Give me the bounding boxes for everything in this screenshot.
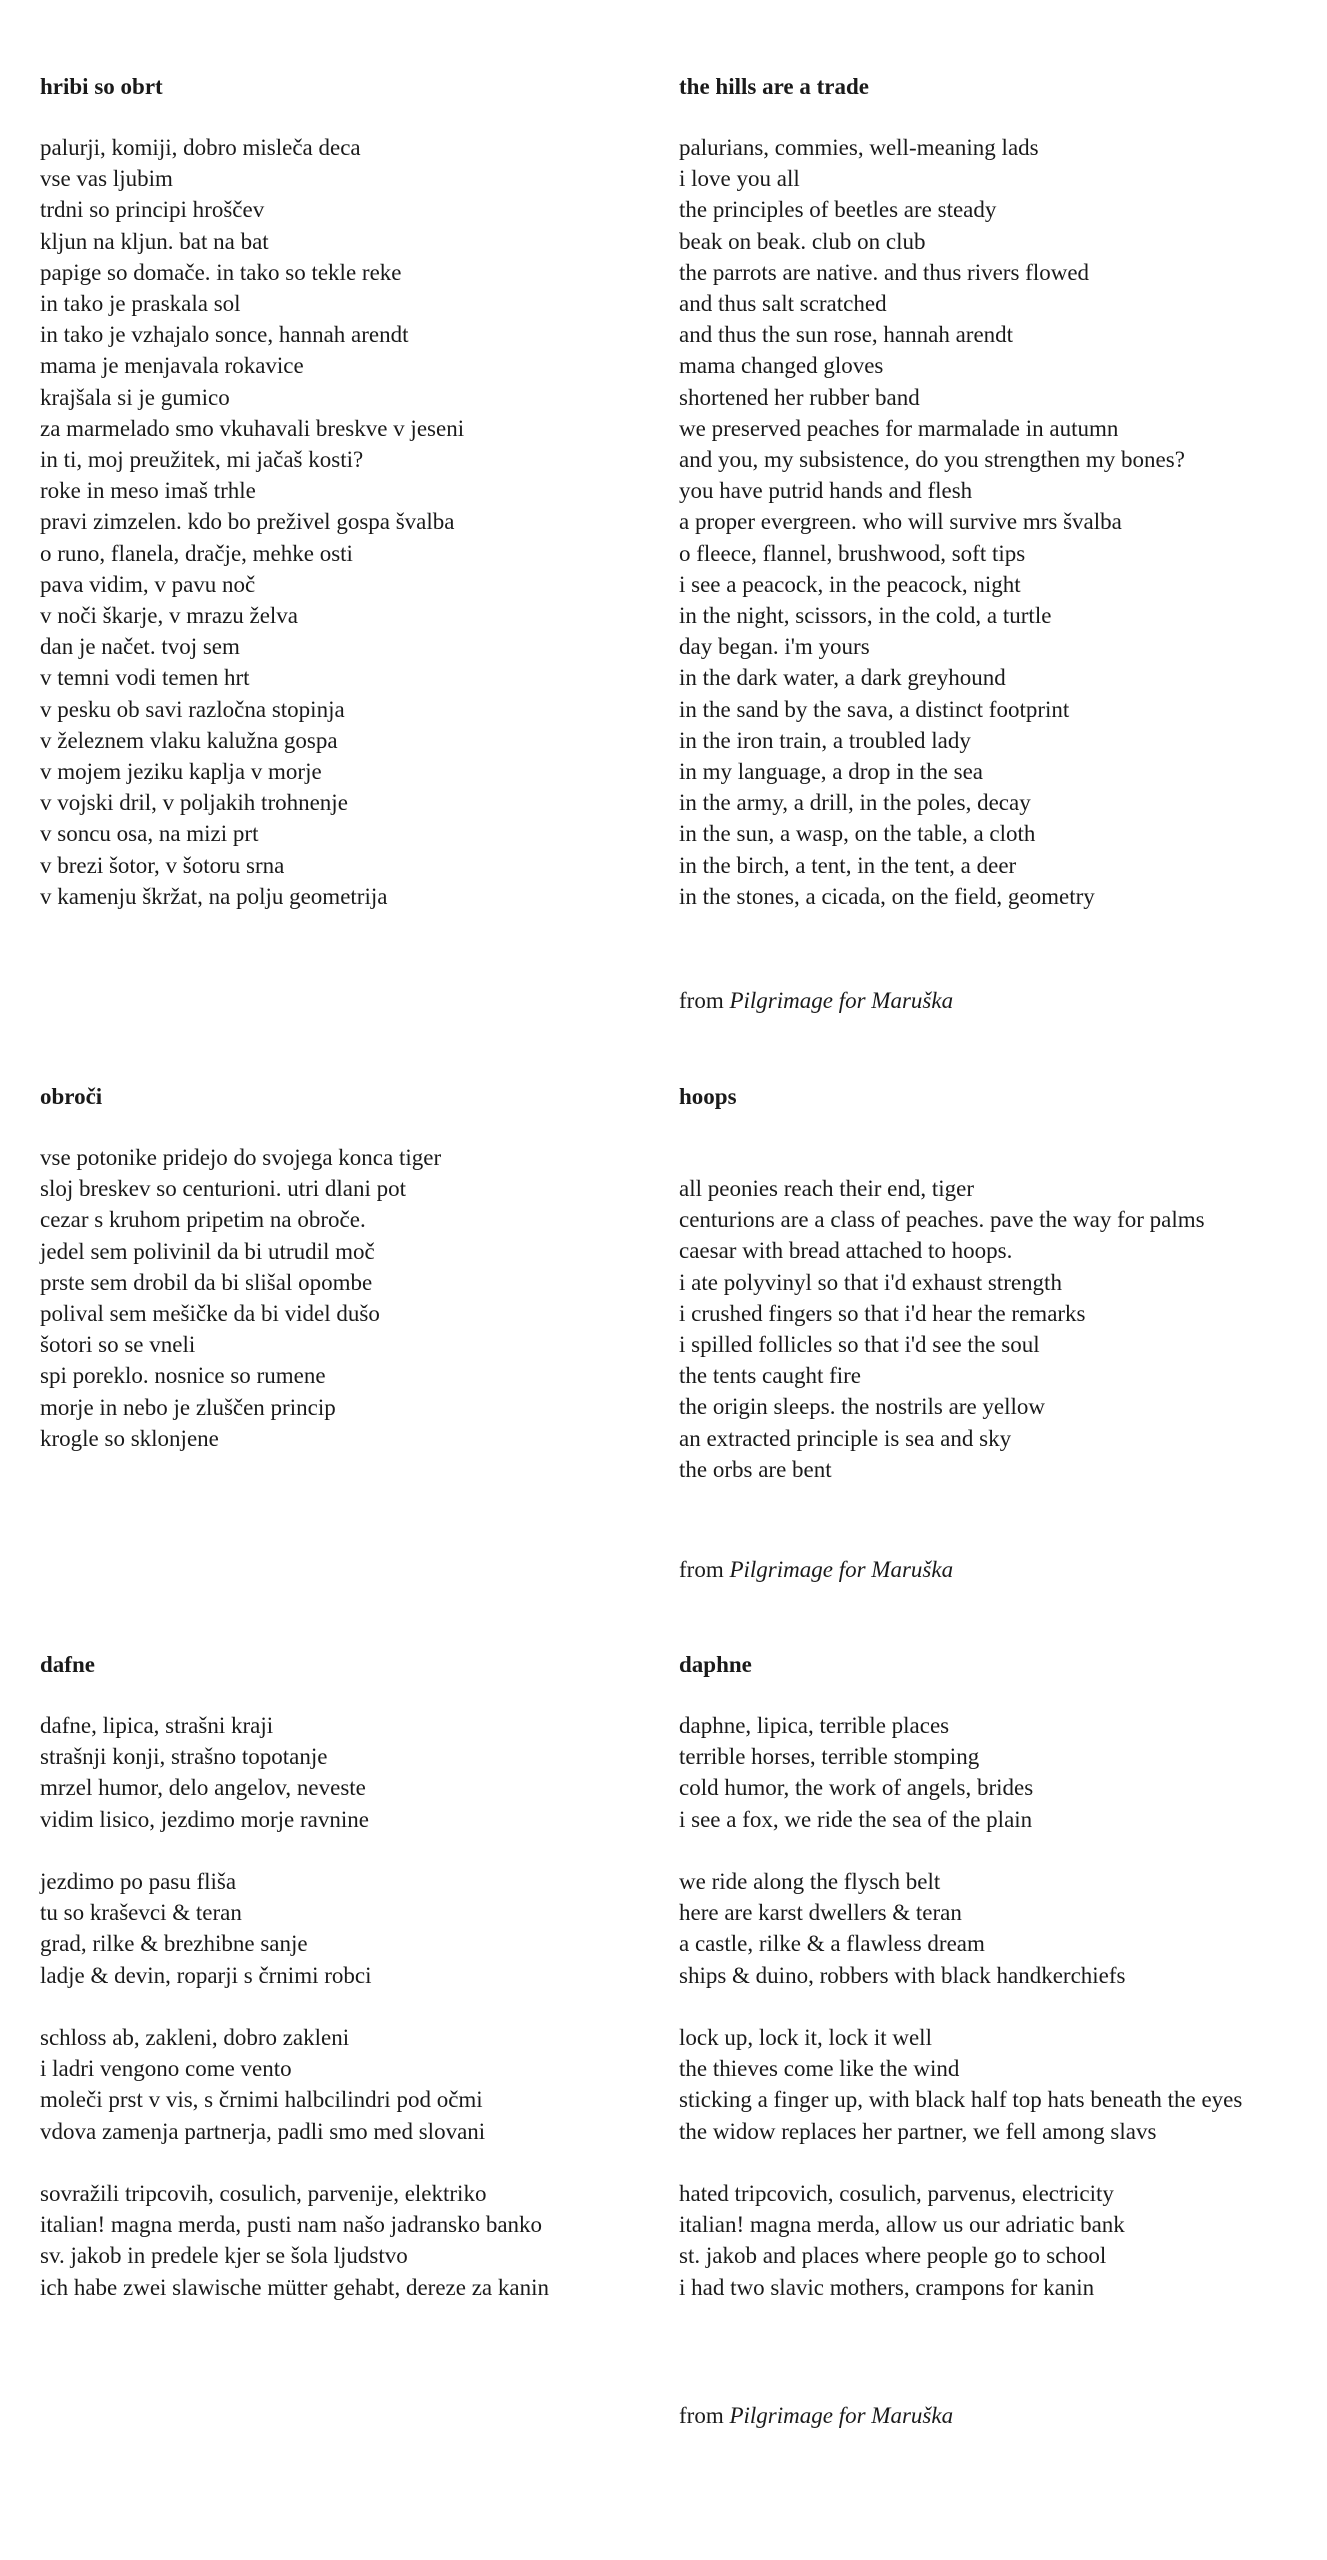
poem-line: in the birch, a tent, in the tent, a deer <box>679 852 1017 878</box>
poem-title: hribi so obrt <box>40 74 163 99</box>
poem-original <box>40 71 680 912</box>
poem-line: the parrots are native. and thus rivers flowed <box>679 259 1090 285</box>
poem-body <box>679 1710 1319 2303</box>
poem-line: in my language, a drop in the sea <box>679 759 984 785</box>
stanza-break <box>40 1835 680 1866</box>
poem-line: sovražili tripcovih, cosulich, parvenije, elektriko <box>40 2181 487 2206</box>
poem-title: hoops <box>679 1084 737 1109</box>
poem-line: in ti, moj preužitek, mi jačaš kosti? <box>40 447 364 473</box>
poem-title: obroči <box>40 1084 103 1109</box>
stanza-break <box>40 2147 680 2178</box>
poem-line: italian! magna merda, allow us our adriatic bank <box>679 2212 1125 2238</box>
poem-line: v brezi šotor, v šotoru srna <box>40 852 285 878</box>
poem-line: dan je načet. tvoj sem <box>40 634 240 660</box>
poem-line: v železnem vlaku kalužna gospa <box>40 727 338 753</box>
poem-line: terrible horses, terrible stomping <box>679 1744 980 1770</box>
poem-stanza <box>679 1173 1319 1485</box>
source-prefix: from <box>679 1557 724 1582</box>
poem-line: vse potonike pridejo do svojega konca tiger <box>40 1145 442 1170</box>
poem-stanza <box>679 1866 1319 1991</box>
poem-line: i see a peacock, in the peacock, night <box>679 571 1021 597</box>
poem-line: an extracted principle is sea and sky <box>679 1425 1012 1451</box>
source-book-title: Pilgrimage for Maruška <box>729 988 954 1013</box>
poem-line: vse vas ljubim <box>40 166 173 192</box>
poem-line: v noči škarje, v mrazu želva <box>40 603 298 629</box>
poem-line: i spilled follicles so that i'd see the soul <box>679 1332 1040 1358</box>
poem-line: cold humor, the work of angels, brides <box>679 1775 1034 1801</box>
poem-line: the thieves come like the wind <box>679 2056 960 2082</box>
poem-line: ich habe zwei slawische mütter gehabt, dereze za kanin <box>40 2274 549 2300</box>
poem-line: v pesku ob savi razločna stopinja <box>40 696 345 722</box>
poem-line: mrzel humor, delo angelov, neveste <box>40 1775 366 1801</box>
poem-line: in the sand by the sava, a distinct footprint <box>679 696 1070 722</box>
poem-line: and thus salt scratched <box>679 291 887 317</box>
poem-line: in the sun, a wasp, on the table, a cloth <box>679 821 1036 847</box>
poem-line: lock up, lock it, lock it well <box>679 2025 932 2050</box>
poem-line: in tako je vzhajalo sonce, hannah arendt <box>40 322 409 348</box>
poem-line: in tako je praskala sol <box>40 291 241 317</box>
poem-line: polival sem mešičke da bi videl dušo <box>40 1301 380 1327</box>
poem-line: i love you all <box>679 166 800 192</box>
poem-line: sticking a finger up, with black half top hats beneath the eyes <box>679 2087 1243 2113</box>
poem-stanza <box>679 1710 1319 1835</box>
poem-stanza <box>40 1142 680 1454</box>
poem-line: v temni vodi temen hrt <box>40 665 250 691</box>
poem-line: sloj breskev so centurioni. utri dlani pot <box>40 1176 407 1202</box>
poem-line: o fleece, flannel, brushwood, soft tips <box>679 540 1026 566</box>
poem-line: daphne, lipica, terrible places <box>679 1713 950 1738</box>
source-book-title: Pilgrimage for Maruška <box>729 2403 954 2428</box>
poem-line: and you, my subsistence, do you strengthen my bones? <box>679 447 1185 473</box>
poem-line: palurji, komiji, dobro misleča deca <box>40 135 361 160</box>
poem-stanza <box>40 1866 680 1991</box>
poem-line: palurians, commies, well-meaning lads <box>679 135 1039 160</box>
poem-line: sv. jakob in predele kjer se šola ljudstvo <box>40 2243 408 2269</box>
poem-line: the widow replaces her partner, we fell among slavs <box>679 2118 1157 2144</box>
poem-line: i ladri vengono come vento <box>40 2056 292 2082</box>
poem-line: in the army, a drill, in the poles, decay <box>679 790 1031 816</box>
poem-source <box>679 985 1319 1016</box>
poem-line: trdni so principi hroščev <box>40 197 265 223</box>
poem-line: all peonies reach their end, tiger <box>679 1176 975 1201</box>
poem-line: a castle, rilke & a flawless dream <box>679 1931 985 1957</box>
poem-line: kljun na kljun. bat na bat <box>40 228 269 254</box>
poem-line: caesar with bread attached to hoops. <box>679 1238 1013 1264</box>
poem-line: day began. i'm yours <box>679 634 870 660</box>
poem-title: the hills are a trade <box>679 74 869 99</box>
poem-line: and thus the sun rose, hannah arendt <box>679 322 1014 348</box>
poem-line: hated tripcovich, cosulich, parvenus, electricity <box>679 2181 1114 2206</box>
stanza-break <box>679 1835 1319 1866</box>
poem-line: i ate polyvinyl so that i'd exhaust strength <box>679 1269 1062 1295</box>
poem-line: shortened her rubber band <box>679 384 920 410</box>
poem-line: papige so domače. in tako so tekle reke <box>40 259 402 285</box>
poem-line: in the iron train, a troubled lady <box>679 727 971 753</box>
poem-line: here are karst dwellers & teran <box>679 1900 962 1926</box>
poem-body <box>40 1710 680 2303</box>
poem-title: daphne <box>679 1652 752 1677</box>
poem-line: grad, rilke & brezhibne sanje <box>40 1931 308 1957</box>
poem-line: spi poreklo. nosnice so rumene <box>40 1363 326 1389</box>
poem-line: vdova zamenja partnerja, padli smo med slovani <box>40 2118 486 2144</box>
poem-line: v soncu osa, na mizi prt <box>40 821 259 847</box>
poem-line: moleči prst v vis, s črnimi halbcilindri pod očmi <box>40 2087 483 2113</box>
poem-line: v kamenju škržat, na polju geometrija <box>40 883 388 909</box>
poem-line: krogle so sklonjene <box>40 1425 219 1451</box>
poem-line: a proper evergreen. who will survive mrs švalba <box>679 509 1122 535</box>
poem-source <box>679 1554 1319 1585</box>
poem-translation <box>679 71 1319 912</box>
poem-original <box>40 1081 680 1454</box>
poem-line: o runo, flanela, dračje, mehke osti <box>40 540 353 566</box>
poem-line: pava vidim, v pavu noč <box>40 571 256 597</box>
source-prefix: from <box>679 2403 724 2428</box>
poem-stanza <box>40 1710 680 1835</box>
poem-line: centurions are a class of peaches. pave the way for palms <box>679 1207 1205 1233</box>
poem-line: schloss ab, zakleni, dobro zakleni <box>40 2025 350 2050</box>
poem-line: vidim lisico, jezdimo morje ravnine <box>40 1806 369 1832</box>
poem-line: in the dark water, a dark greyhound <box>679 665 1006 691</box>
poem-stanza <box>40 132 680 912</box>
poem-line: krajšala si je gumico <box>40 384 230 410</box>
poem-stanza <box>679 132 1319 912</box>
poem-line: italian! magna merda, pusti nam našo jadransko banko <box>40 2212 543 2238</box>
poem-source <box>679 2400 1319 2431</box>
poem-line: morje in nebo je zluščen princip <box>40 1394 336 1420</box>
poem-line: jezdimo po pasu fliša <box>40 1869 237 1894</box>
poem-line: dafne, lipica, strašni kraji <box>40 1713 274 1738</box>
poem-line: pravi zimzelen. kdo bo preživel gospa švalba <box>40 509 455 535</box>
poem-line: za marmelado smo vkuhavali breskve v jeseni <box>40 415 465 441</box>
poem-line: roke in meso imaš trhle <box>40 478 256 504</box>
poem-stanza <box>679 2178 1319 2303</box>
poem-line: cezar s kruhom pripetim na obroče. <box>40 1207 366 1233</box>
poem-line: the principles of beetles are steady <box>679 197 997 223</box>
poem-line: v vojski dril, v poljakih trohnenje <box>40 790 348 816</box>
poem-line: šotori so se vneli <box>40 1332 196 1358</box>
poem-line: i had two slavic mothers, crampons for kanin <box>679 2274 1095 2300</box>
poem-line: prste sem drobil da bi slišal opombe <box>40 1269 373 1295</box>
poem-translation <box>679 1081 1319 1485</box>
poem-line: the orbs are bent <box>679 1456 832 1482</box>
poem-stanza <box>679 2022 1319 2147</box>
poem-line: ships & duino, robbers with black handkerchiefs <box>679 1962 1126 1988</box>
poem-line: mama je menjavala rokavice <box>40 353 304 379</box>
poem-line: you have putrid hands and flesh <box>679 478 973 504</box>
poem-line: i crushed fingers so that i'd hear the remarks <box>679 1300 1086 1326</box>
stanza-break <box>40 1991 680 2022</box>
poem-line: in the night, scissors, in the cold, a turtle <box>679 603 1052 629</box>
poem-line: tu so kraševci & teran <box>40 1900 242 1926</box>
poem-line: we ride along the flysch belt <box>679 1869 941 1894</box>
stanza-break <box>679 1991 1319 2022</box>
poem-stanza <box>40 2178 680 2303</box>
poem-line: ladje & devin, roparji s črnimi robci <box>40 1962 372 1988</box>
poem-line: the tents caught fire <box>679 1363 862 1389</box>
poem-stanza <box>40 2022 680 2147</box>
source-book-title: Pilgrimage for Maruška <box>729 1557 954 1582</box>
poem-line: we preserved peaches for marmalade in autumn <box>679 415 1119 441</box>
source-prefix: from <box>679 988 724 1013</box>
stanza-break <box>679 2147 1319 2178</box>
poem-line: in the stones, a cicada, on the field, geometry <box>679 883 1095 909</box>
poem-original <box>40 1649 680 2303</box>
poem-line: mama changed gloves <box>679 353 884 379</box>
poem-line: the origin sleeps. the nostrils are yellow <box>679 1394 1046 1420</box>
poem-line: i see a fox, we ride the sea of the plain <box>679 1806 1033 1832</box>
poem-line: v mojem jeziku kaplja v morje <box>40 759 322 785</box>
poem-line: st. jakob and places where people go to school <box>679 2243 1107 2269</box>
poem-line: jedel sem polivinil da bi utrudil moč <box>40 1238 375 1264</box>
poem-line: strašnji konji, strašno topotanje <box>40 1744 328 1770</box>
poem-line: beak on beak. club on club <box>679 228 926 254</box>
poem-title: dafne <box>40 1652 95 1677</box>
poem-translation <box>679 1649 1319 2303</box>
